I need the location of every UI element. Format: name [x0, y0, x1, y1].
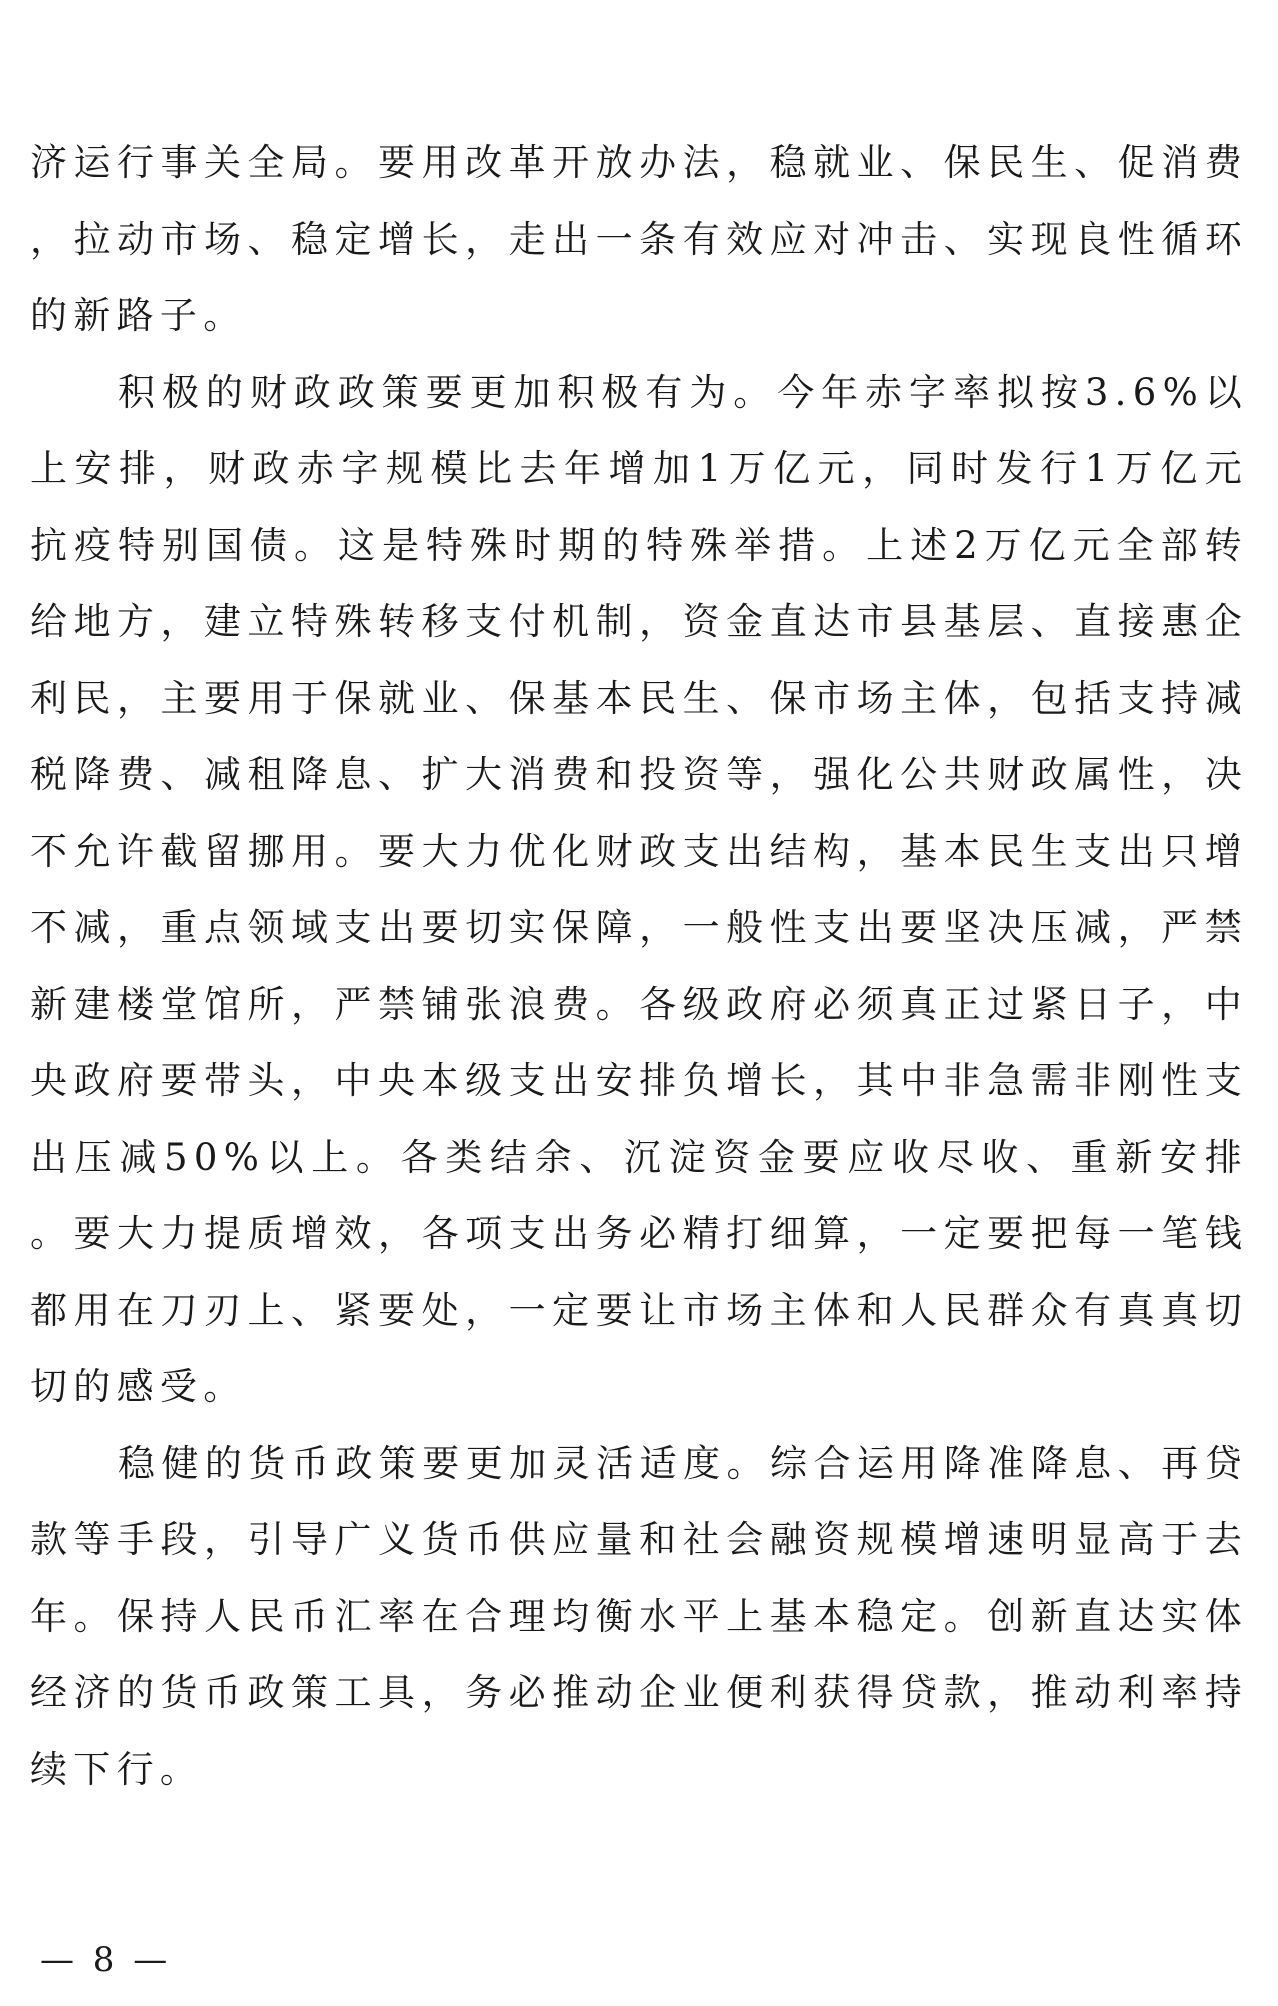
- paragraph-fiscal-policy: 积极的财政政策要更加积极有为。今年赤字率拟按3.6%以上安排，财政赤字规模比去年增加1万亿元，同时发行1万亿元抗疫特别国债。这是特殊时期的特殊举措。上述2万亿元全部转给地方，建立特殊转移支付机制，资金直达市县基层、直接惠企利民，主要用于保就业、保基本民生、保市场主体，包括支持减税降费、减租降息、扩大消费和投资等，强化公共财政属性，决不允许截留挪用。要大力优化财政支出结构，基本民生支出只增不减，重点领域支出要切实保障，一般性支出要坚决压减，严禁新建楼堂馆所，严禁铺张浪费。各级政府必须真正过紧日子，中央政府要带头，中央本级支出安排负增长，其中非急需非刚性支出压减50%以上。各类结余、沉淀资金要应收尽收、重新安排。要大力提质增效，各项支出务必精打细算，一定要把每一笔钱都用在刀刃上、紧要处，一定要让市场主体和人民群众有真真切切的感受。: [30, 370, 1248, 1408]
- paragraph-monetary-policy: 稳健的货币政策要更加灵活适度。综合运用降准降息、再贷款等手段，引导广义货币供应量和社会融资规模增速明显高于去年。保持人民币汇率在合理均衡水平上基本稳定。创新直达实体经济的货币政策工具，务必推动企业便利获得贷款，推动利率持续下行。: [30, 1441, 1248, 1791]
- page-number: — 8 —: [40, 1940, 172, 1980]
- paragraph-continuation: 济运行事关全局。要用改革开放办法，稳就业、保民生、促消费，拉动市场、稳定增长，走出一条有效应对冲击、实现良性循环的新路子。: [30, 141, 1248, 337]
- body-text: [30, 125, 1248, 1808]
